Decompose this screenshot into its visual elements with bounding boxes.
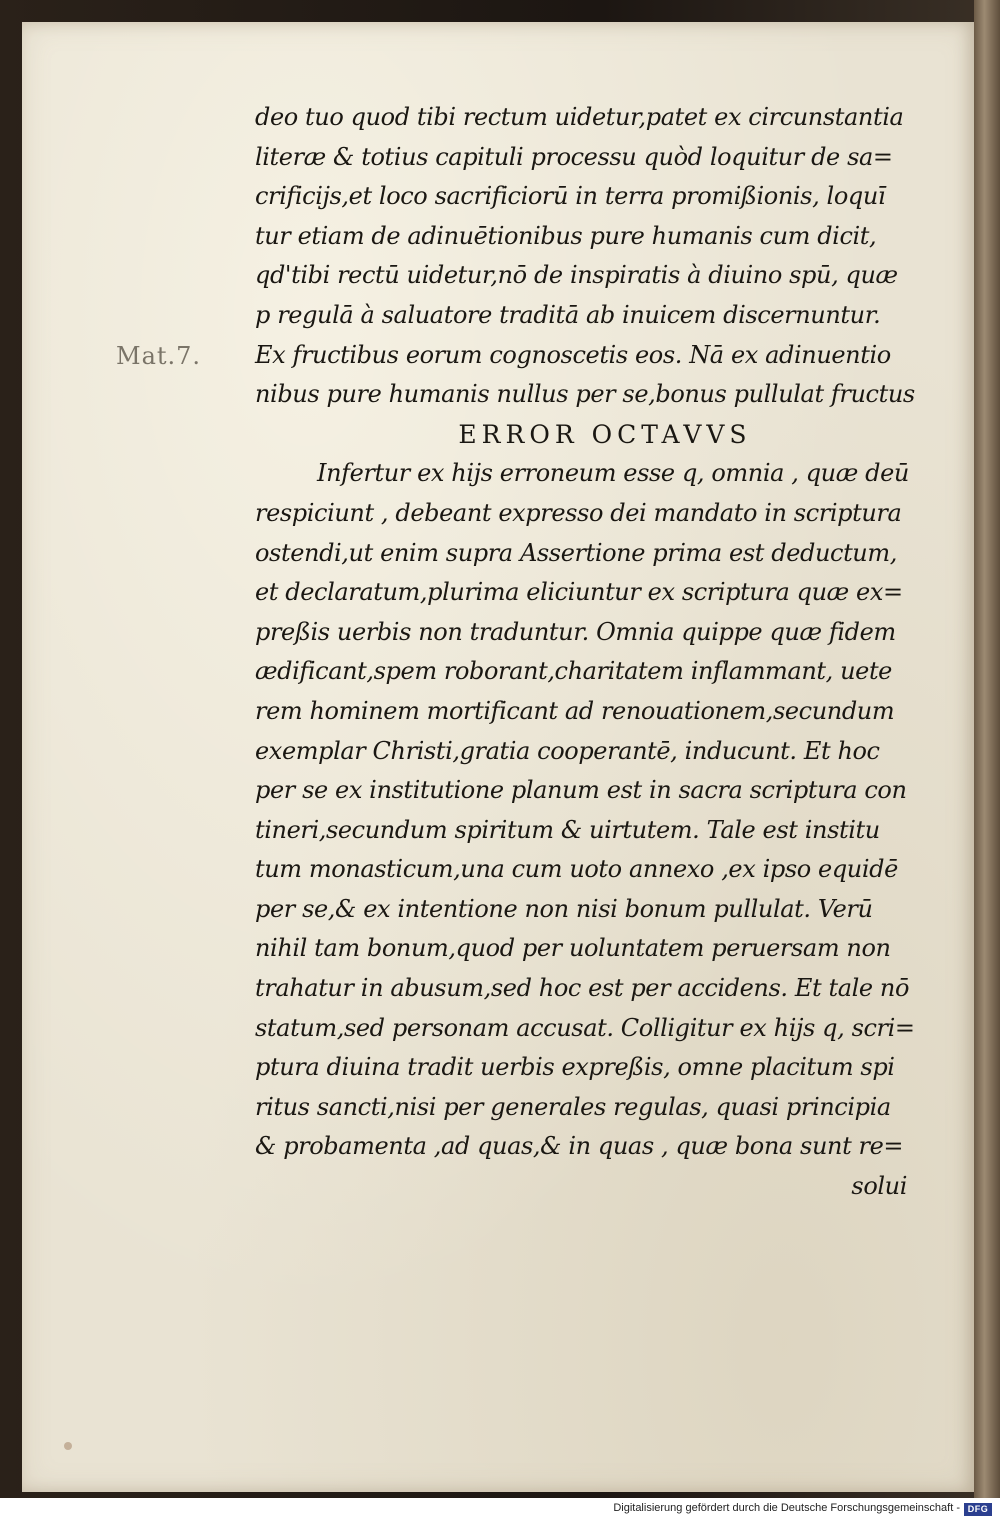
text-line: per se ex institutione planum est in sacra scriptura con — [255, 776, 907, 805]
book-edge — [974, 0, 1000, 1498]
text-line: tur etiam de adinuētionibus pure humanis cum dicit, — [255, 221, 877, 250]
margin-note: Mat.7. — [116, 342, 202, 370]
dfg-logo-icon: DFG — [964, 1503, 992, 1516]
stain-mark — [64, 1442, 72, 1450]
text-line: Ex fructibus eorum cognoscetis eos. Nā ex adinuentio — [255, 340, 891, 369]
text-line: statum,sed personam accusat. Colligitur ex hijs q, scri= — [255, 1013, 915, 1042]
funding-notice: Digitalisierung gefördert durch die Deutsche Forschungsgemeinschaft - — [613, 1502, 960, 1514]
text-line: p regulā à saluatore traditā ab inuicem discernuntur. — [255, 300, 881, 329]
text-line: et declaratum,plurima eliciuntur ex scriptura quæ ex= — [255, 578, 903, 607]
text-line: rem hominem mortificant ad renouationem,secundum — [255, 696, 895, 725]
text-line: trahatur in abusum,sed hoc est per accidens. Et tale nō — [255, 974, 910, 1003]
catchword: solui — [851, 1172, 907, 1201]
text-line: deo tuo quod tibi rectum uidetur,patet ex circunstantia — [255, 103, 904, 131]
text-line: ritus sancti,nisi per generales regulas, quasi principia — [255, 1092, 891, 1121]
text-line: preßis uerbis non traduntur. Omnia quippe quæ fidem — [255, 617, 896, 646]
text-line: tineri,secundum spiritum & uirtutem. Tale est institu — [255, 815, 880, 844]
footer-bar — [0, 1498, 1000, 1521]
text-line: exemplar Christi,gratia cooperantē, inducunt. Et hoc — [255, 736, 880, 765]
text-line: crificijs,et loco sacrificiorū in terra promißionis, loquī — [255, 182, 886, 211]
text-line: literæ & totius capituli processu quòd loquitur de sa= — [255, 142, 893, 171]
section-heading: ERROR OCTAVVS — [458, 419, 752, 449]
text-line: nibus pure humanis nullus per se,bonus pullulat fructus — [255, 380, 915, 409]
text-line: ædificant,spem roborant,charitatem inflammant, uete — [255, 657, 892, 686]
text-line: Infertur ex hijs erroneum esse q, omnia , quæ deū — [317, 459, 909, 488]
text-line: respiciunt , debeant expresso dei mandato in scriptura — [255, 498, 902, 527]
text-line: & probamenta ,ad quas,& in quas , quæ bona sunt re= — [255, 1132, 904, 1161]
text-line: qd'tibi rectū uidetur,nō de inspiratis à diuino spū, quæ — [255, 261, 898, 290]
text-block — [255, 98, 915, 1207]
text-line: tum monasticum,una cum uoto annexo ,ex ipso equidē — [255, 855, 898, 884]
text-line: ptura diuina tradit uerbis expreßis, omne placitum spi — [255, 1053, 895, 1082]
text-line: ostendi,ut enim supra Assertione prima est deductum, — [255, 538, 897, 567]
text-line: nihil tam bonum,quod per uoluntatem peruersam non — [255, 934, 891, 963]
text-line: per se,& ex intentione non nisi bonum pullulat. Verū — [255, 894, 873, 923]
